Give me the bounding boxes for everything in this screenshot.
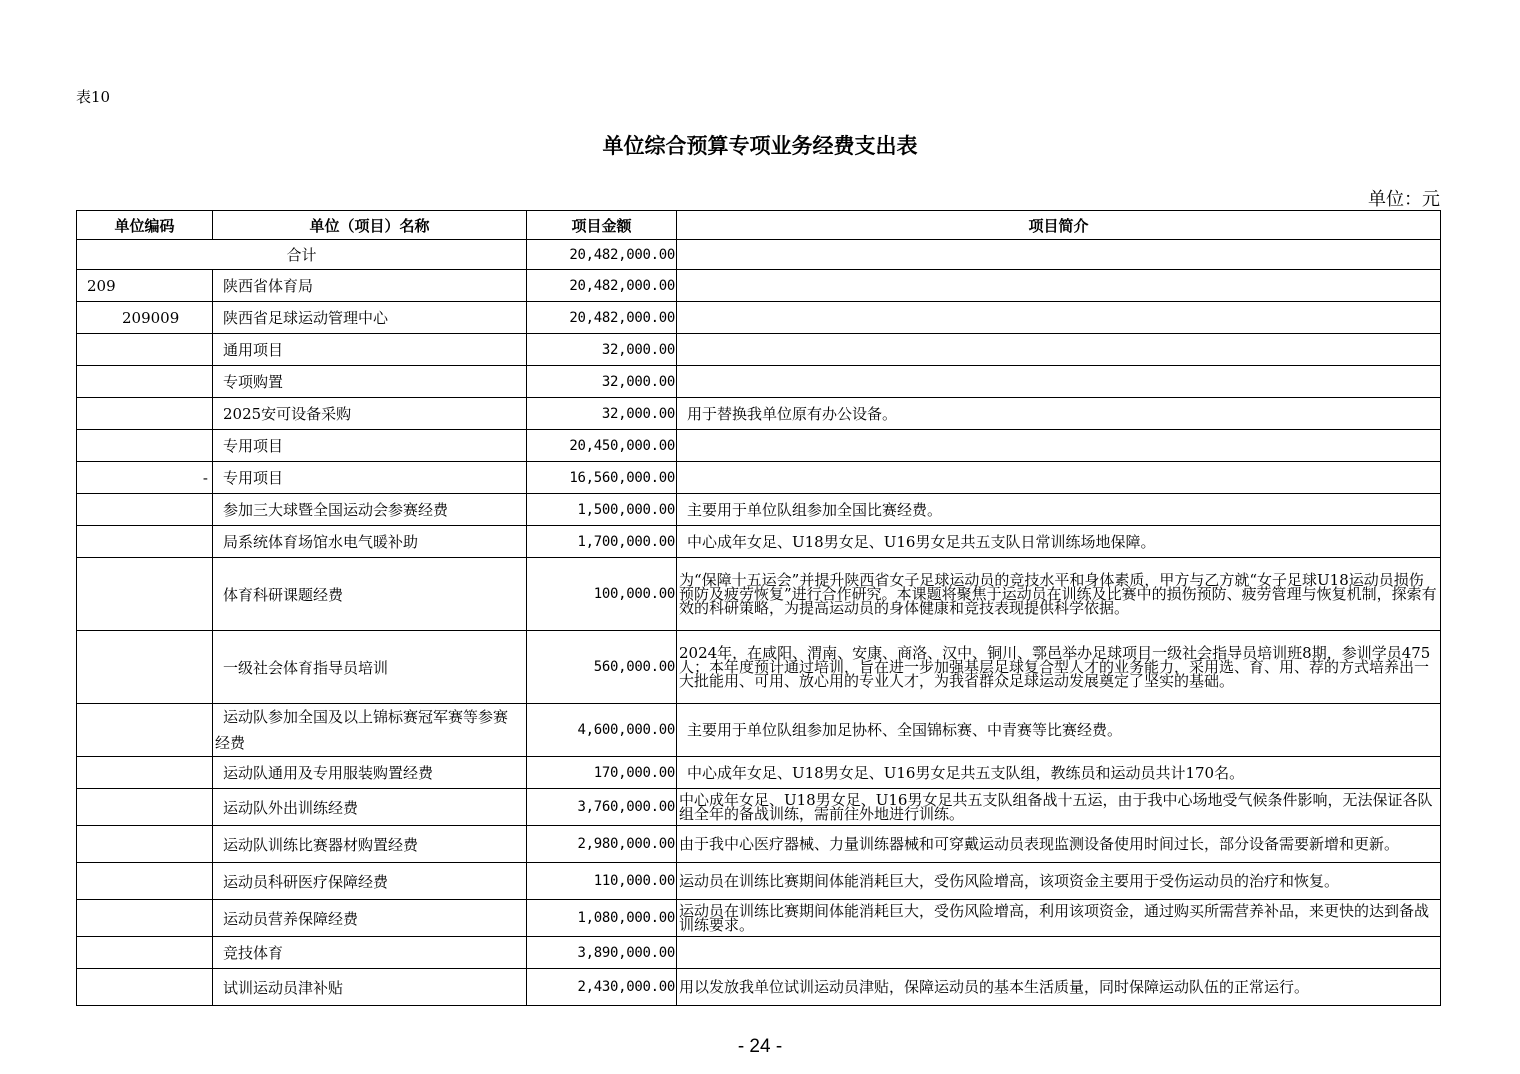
header-unit-name: 单位（项目）名称 (213, 211, 527, 240)
table-row (77, 826, 1441, 863)
description (677, 462, 1441, 494)
table-row (77, 494, 1441, 526)
table-row (77, 366, 1441, 398)
amount: 2,980,000.00 (527, 826, 677, 863)
unit-name: 体育科研课题经费 (213, 558, 527, 631)
document-title: 单位综合预算专项业务经费支出表 (602, 134, 918, 158)
description: 主要用于单位队组参加足协杯、全国锦标赛、中青赛等比赛经费。 (677, 704, 1441, 757)
header-unit-code: 单位编码 (77, 211, 213, 240)
amount: 32,000.00 (527, 366, 677, 398)
amount: 560,000.00 (527, 631, 677, 704)
amount: 100,000.00 (527, 558, 677, 631)
description (677, 937, 1441, 969)
table-row (77, 334, 1441, 366)
amount: 1,500,000.00 (527, 494, 677, 526)
unit-code (77, 398, 213, 430)
table-row (77, 631, 1441, 704)
unit-name: 专用项目 (213, 430, 527, 462)
table-number-label: 表10 (76, 88, 111, 106)
amount: 3,890,000.00 (527, 937, 677, 969)
total-label: 合计 (77, 240, 527, 270)
unit-name: 一级社会体育指导员培训 (213, 631, 527, 704)
description (677, 302, 1441, 334)
table-row (77, 789, 1441, 826)
amount: 20,482,000.00 (527, 302, 677, 334)
unit-name: 专项购置 (213, 366, 527, 398)
header-amount: 项目金额 (527, 211, 677, 240)
unit-code (77, 366, 213, 398)
description: 主要用于单位队组参加全国比赛经费。 (677, 494, 1441, 526)
header-description: 项目简介 (677, 211, 1441, 240)
unit-code (77, 900, 213, 937)
description: 运动员在训练比赛期间体能消耗巨大，受伤风险增高，该项资金主要用于受伤运动员的治疗和恢复。 (677, 863, 1441, 900)
unit-name: 陕西省足球运动管理中心 (213, 302, 527, 334)
table-row (77, 430, 1441, 462)
unit-name: 运动员营养保障经费 (213, 900, 527, 937)
unit-name: 试训运动员津补贴 (213, 969, 527, 1006)
unit-code (77, 789, 213, 826)
unit-name: 运动队训练比赛器材购置经费 (213, 826, 527, 863)
unit-name: 运动员科研医疗保障经费 (213, 863, 527, 900)
unit-code (77, 704, 213, 757)
page-number: - 24 - (737, 1036, 783, 1057)
amount: 16,560,000.00 (527, 462, 677, 494)
table-row (77, 704, 1441, 757)
description: 中心成年女足、U18男女足、U16男女足共五支队日常训练场地保障。 (677, 526, 1441, 558)
unit-code: - (77, 462, 213, 494)
table-row (77, 969, 1441, 1006)
description (677, 334, 1441, 366)
amount: 1,080,000.00 (527, 900, 677, 937)
table-row (77, 757, 1441, 789)
total-row (77, 240, 1441, 270)
description (677, 366, 1441, 398)
table-row (77, 526, 1441, 558)
amount: 3,760,000.00 (527, 789, 677, 826)
total-amount: 20,482,000.00 (527, 240, 677, 270)
unit-code (77, 757, 213, 789)
total-description (677, 240, 1441, 270)
description: 用于替换我单位原有办公设备。 (677, 398, 1441, 430)
description: 用以发放我单位试训运动员津贴，保障运动员的基本生活质量，同时保障运动队伍的正常运行。 (677, 969, 1441, 1006)
amount: 2,430,000.00 (527, 969, 677, 1006)
description: 2024年，在咸阳、渭南、安康、商洛、汉中、铜川、鄠邑举办足球项目一级社会指导员培训班8期，参训学员475人；本年度预计通过培训，旨在进一步加强基层足球复合型人才的业务能力，采用选、育、用、荐的方式培养出一大批能用、可用、放心用的专业人才，为我省群众足球运动发展奠定了坚实的基础。 (677, 631, 1441, 704)
unit-code (77, 937, 213, 969)
table-row (77, 462, 1441, 494)
unit-name: 运动队外出训练经费 (213, 789, 527, 826)
unit-name: 通用项目 (213, 334, 527, 366)
table-row (77, 863, 1441, 900)
table-row (77, 270, 1441, 302)
unit-name: 运动队参加全国及以上锦标赛冠军赛等参赛经费 (213, 704, 527, 757)
amount: 32,000.00 (527, 334, 677, 366)
description (677, 430, 1441, 462)
table-row (77, 398, 1441, 430)
unit-name: 参加三大球暨全国运动会参赛经费 (213, 494, 527, 526)
unit-code (77, 558, 213, 631)
description: 由于我中心医疗器械、力量训练器械和可穿戴运动员表现监测设备使用时间过长，部分设备需要新增和更新。 (677, 826, 1441, 863)
unit-code (77, 631, 213, 704)
amount: 4,600,000.00 (527, 704, 677, 757)
unit-code (77, 863, 213, 900)
description: 中心成年女足、U18男女足、U16男女足共五支队组，教练员和运动员共计170名。 (677, 757, 1441, 789)
unit-code: 209 (77, 270, 213, 302)
unit-code (77, 969, 213, 1006)
table-row (77, 302, 1441, 334)
table-row (77, 900, 1441, 937)
amount: 32,000.00 (527, 398, 677, 430)
unit-name: 运动队通用及专用服装购置经费 (213, 757, 527, 789)
table-row (77, 937, 1441, 969)
unit-code (77, 526, 213, 558)
unit-name: 局系统体育场馆水电气暖补助 (213, 526, 527, 558)
unit-name: 陕西省体育局 (213, 270, 527, 302)
unit-code (77, 494, 213, 526)
amount: 110,000.00 (527, 863, 677, 900)
unit-code (77, 430, 213, 462)
unit-name: 竞技体育 (213, 937, 527, 969)
description (677, 270, 1441, 302)
unit-code (77, 826, 213, 863)
table-row (77, 558, 1441, 631)
amount: 1,700,000.00 (527, 526, 677, 558)
amount: 170,000.00 (527, 757, 677, 789)
amount: 20,450,000.00 (527, 430, 677, 462)
amount: 20,482,000.00 (527, 270, 677, 302)
description: 运动员在训练比赛期间体能消耗巨大，受伤风险增高，利用该项资金，通过购买所需营养补品，来更快的达到备战训练要求。 (677, 900, 1441, 937)
unit-code: 209009 (77, 302, 213, 334)
header-row (77, 211, 1441, 240)
description: 为“保障十五运会”并提升陕西省女子足球运动员的竞技水平和身体素质，甲方与乙方就“女子足球U18运动员损伤预防及疲劳恢复”进行合作研究。本课题将聚焦于运动员在训练及比赛中的损伤预防、疲劳管理与恢复机制，探索有效的科研策略，为提高运动员的身体健康和竞技表现提供科学依据。 (677, 558, 1441, 631)
budget-table (76, 210, 1441, 1006)
unit-name: 2025安可设备采购 (213, 398, 527, 430)
currency-unit-label: 单位：元 (1368, 189, 1440, 210)
description: 中心成年女足、U18男女足、U16男女足共五支队组备战十五运，由于我中心场地受气候条件影响，无法保证各队组全年的备战训练，需前往外地进行训练。 (677, 789, 1441, 826)
unit-code (77, 334, 213, 366)
unit-name: 专用项目 (213, 462, 527, 494)
